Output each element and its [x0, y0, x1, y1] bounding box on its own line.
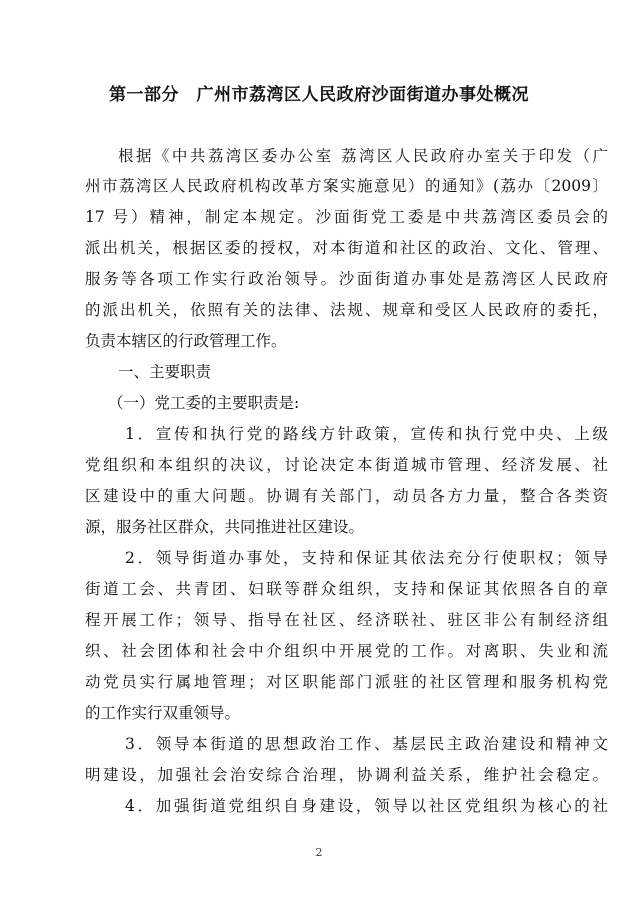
body-line: 织、社会团体和社会中介组织中开展党的工作。对离职、失业和流 [85, 642, 608, 660]
body-line: 街道工会、共青团、妇联等群众组织，支持和保证其依照各自的章 [85, 580, 608, 598]
body-line: 的工作实行双重领导。 [85, 704, 241, 722]
body-line: 派出机关，根据区委的授权，对本街道和社区的政治、文化、管理、 [85, 239, 608, 257]
body-line: 动党员实行属地管理；对区职能部门派驻的社区管理和服务机构党 [85, 673, 608, 691]
body-line: 17 号）精神，制定本规定。沙面街党工委是中共荔湾区委员会的 [85, 208, 608, 226]
body-line: 服务等各项工作实行政治领导。沙面街道办事处是荔湾区人民政府 [85, 270, 608, 288]
body-line: 的派出机关，依照有关的法律、法规、规章和受区人民政府的委托， [85, 301, 608, 319]
body-line: 州市荔湾区人民政府机构改革方案实施意见）的通知》(荔办〔2009〕 [85, 177, 608, 195]
body-line: 党组织和本组织的决议，讨论决定本街道城市管理、经济发展、社 [85, 456, 608, 474]
body-line: 4．加强街道党组织自身建设，领导以社区党组织为核心的社 [125, 797, 608, 815]
body-line: 根据《中共荔湾区委办公室 荔湾区人民政府办室关于印发（广 [118, 147, 608, 165]
body-line: 源，服务社区群众，共同推进社区建设。 [85, 518, 365, 536]
subsection-heading: （一）党工委的主要职责是: [108, 394, 300, 412]
page-number: 2 [315, 846, 323, 859]
page-title: 第一部分 广州市荔湾区人民政府沙面街道办事处概况 [109, 85, 529, 105]
body-line: 程开展工作；领导、指导在社区、经济联社、驻区非公有制经济组 [85, 611, 608, 629]
section-heading: 一、主要职责 [118, 363, 212, 381]
body-line: 2．领导街道办事处，支持和保证其依法充分行使职权；领导 [125, 549, 608, 567]
body-line: 负责本辖区的行政管理工作。 [85, 332, 287, 350]
body-line: 1．宣传和执行党的路线方针政策，宣传和执行党中央、上级 [125, 425, 608, 443]
body-line: 明建设，加强社会治安综合治理，协调利益关系，维护社会稳定。 [85, 766, 608, 784]
body-line: 区建设中的重大问题。协调有关部门，动员各方力量，整合各类资 [85, 487, 608, 505]
body-line: 3．领导本街道的思想政治工作、基层民主政治建设和精神文 [125, 735, 608, 753]
